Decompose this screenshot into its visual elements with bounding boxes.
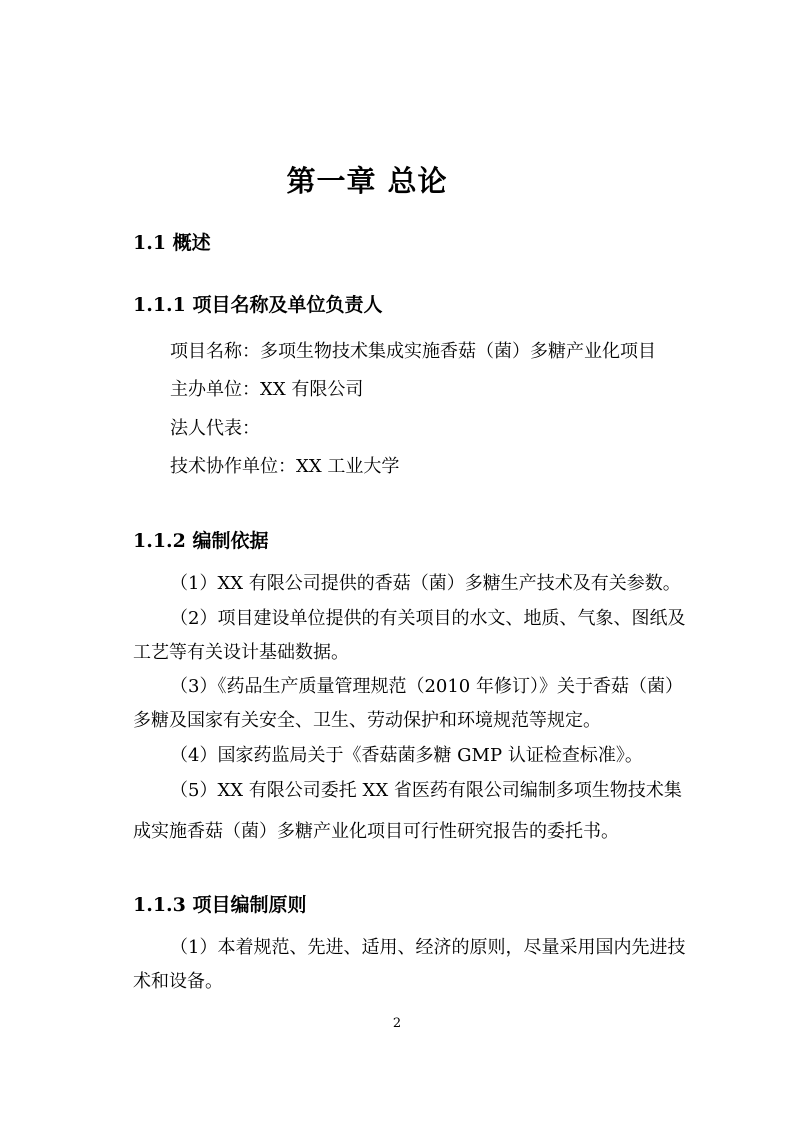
legal-rep-line: 法人代表：	[170, 418, 260, 439]
section-heading-1-1-2: 1.1.2 编制依据	[133, 530, 269, 552]
project-name-line: 项目名称：多项生物技术集成实施香菇（菌）多糖产业化项目	[170, 341, 656, 362]
host-unit-line: 主办单位：XX 有限公司	[170, 379, 364, 400]
basis-item-2: （2）项目建设单位提供的有关项目的水文、地质、气象、图纸及	[170, 608, 686, 629]
principle-item-1: （1）本着规范、先进、适用、经济的原则，尽量采用国内先进技	[170, 937, 686, 958]
section-heading-1-1: 1.1 概述	[133, 232, 211, 254]
basis-item-1: （1）XX 有限公司提供的香菇（菌）多糖生产技术及有关参数。	[170, 573, 681, 594]
basis-item-3: （3）《药品生产质量管理规范（2010 年修订）》关于香菇（菌）	[170, 676, 683, 697]
basis-item-2-cont: 工艺等有关设计基础数据。	[133, 642, 349, 663]
basis-item-4: （4）国家药监局关于《香菇菌多糖 GMP 认证检查标准》。	[170, 745, 643, 766]
section-heading-1-1-3: 1.1.3 项目编制原则	[133, 894, 307, 916]
section-heading-1-1-1: 1.1.1 项目名称及单位负责人	[133, 294, 383, 316]
basis-item-5: （5）XX 有限公司委托 XX 省医药有限公司编制多项生物技术集	[170, 780, 682, 801]
basis-item-3-cont: 多糖及国家有关安全、卫生、劳动保护和环境规范等规定。	[133, 710, 601, 731]
page-number: 2	[392, 1016, 402, 1031]
chapter-title: 第一章 总论	[286, 164, 448, 198]
basis-item-5-cont: 成实施香菇（菌）多糖产业化项目可行性研究报告的委托书。	[133, 821, 619, 842]
tech-partner-line: 技术协作单位：XX 工业大学	[170, 456, 400, 477]
principle-item-1-cont: 术和设备。	[133, 971, 223, 992]
